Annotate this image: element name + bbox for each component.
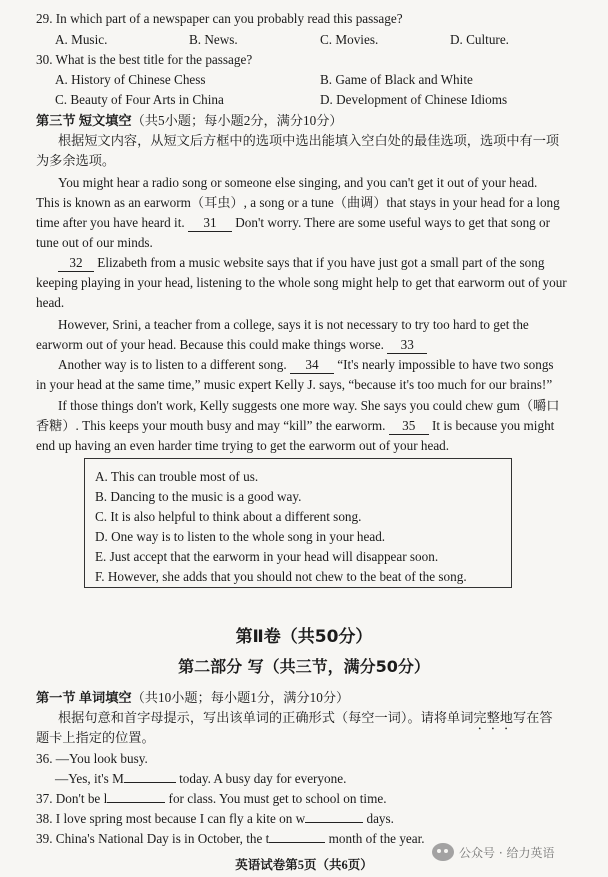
box-option-b: B. Dancing to the music is a good way.	[95, 489, 302, 504]
box-option-e: E. Just accept that the earworm in your head will disappear soon.	[95, 549, 439, 564]
options-box	[84, 458, 512, 588]
q38-blank[interactable]	[305, 822, 363, 823]
section3-instruction-1: 根据短文内容，从短文后方框中的选项中选出能填入空白处的最佳选项，选项中有一项	[58, 133, 560, 148]
passage-line-13-rest: It is because you might	[432, 418, 555, 433]
section1-title: 第一节 单词填空	[36, 690, 132, 705]
q36-text-post: today. A busy day for everyone.	[179, 771, 347, 786]
volume-title: 第Ⅱ卷（共50分）	[235, 627, 373, 647]
watermark-text: 公众号 · 给力英语	[459, 845, 555, 860]
q37-text-post: for class. You must get to school on time.	[168, 791, 387, 806]
q30-option-a: A. History of Chinese Chess	[55, 72, 206, 87]
q38-text-post: days.	[366, 811, 394, 826]
q30-stem: 30. What is the best title for the passage?	[36, 52, 253, 67]
section1-instruction-2: 题卡上指定的位置。	[36, 730, 155, 745]
q30-option-c: C. Beauty of Four Arts in China	[55, 92, 224, 107]
passage-line-2: This is known as an earworm（耳虫）, a song or a tune（曲调）that stays in your head for a long	[36, 195, 560, 210]
blank-31[interactable]: 31	[188, 214, 232, 232]
passage-line-12: If those things don't work, Kelly suggests one more way. She says you could chew gum（嚼口	[58, 398, 560, 413]
section1-instruction-emphasis: 完整地	[473, 710, 513, 725]
blank-32[interactable]: 32	[58, 254, 94, 272]
part2-title: 第二部分 写（共三节，满分50分）	[178, 657, 430, 676]
q38-text-pre: 38. I love spring most because I can fly a kite on w	[36, 811, 306, 826]
wechat-icon	[432, 843, 454, 861]
q39-text-pre: 39. China's National Day is in October, the t	[36, 831, 270, 846]
q37-text-pre: 37. Don't be l	[36, 791, 108, 806]
passage-line-1: You might hear a radio song or someone else singing, and you can't get it out of your head.	[58, 175, 538, 190]
passage-line-8: However, Srini, a teacher from a college, says it is not necessary to try too hard to get the	[58, 317, 529, 332]
q29-option-c: C. Movies.	[320, 32, 379, 47]
q38-line	[36, 810, 394, 827]
passage-line-14: end up having an even harder time trying to get the earworm out of your head.	[36, 438, 450, 453]
q39-blank[interactable]	[269, 842, 325, 843]
blank-34[interactable]: 34	[290, 356, 334, 374]
watermark	[432, 843, 554, 861]
passage-line-10-rest: “It's nearly impossible to have two songs	[337, 357, 554, 372]
passage-line-13	[36, 417, 554, 435]
passage-line-10	[58, 356, 554, 374]
q30-option-b: B. Game of Black and White	[320, 72, 473, 87]
page-footer: 英语试卷第5页（共6页）	[235, 858, 373, 872]
passage-line-5-text: Elizabeth from a music website says that if you have just got a small part of the song	[97, 255, 545, 270]
q30-option-d: D. Development of Chinese Idioms	[320, 92, 508, 107]
blank-35[interactable]: 35	[389, 417, 429, 435]
q36-blank[interactable]	[124, 782, 176, 783]
passage-line-7: head.	[36, 295, 65, 310]
section3-title: 第三节 短文填空	[36, 113, 132, 128]
q29-stem: 29. In which part of a newspaper can you probably read this passage?	[36, 11, 403, 26]
section3-heading	[36, 112, 343, 129]
passage-line-9	[36, 336, 427, 354]
q36-text-pre: —Yes, it's M	[55, 771, 124, 786]
section3-meta: （共5小题；每小题2分，满分10分）	[131, 113, 343, 128]
box-option-a: A. This can trouble most of us.	[95, 469, 259, 484]
q37-line	[36, 790, 387, 807]
q39-text-post: month of the year.	[328, 831, 425, 846]
box-option-f: F. However, she adds that you should not chew to the beat of the song.	[95, 569, 467, 584]
q36-line-2	[55, 770, 346, 787]
section1-instruction-1a: 根据句意和首字母提示，写出该单词的正确形式（每空一词）。请将单词	[58, 710, 474, 725]
passage-line-5	[58, 254, 544, 272]
passage-line-6: keeping playing in your head, listening to the whole song might help to get that earworm out of your	[36, 275, 567, 290]
box-option-d: D. One way is to listen to the whole song in your head.	[95, 529, 386, 544]
passage-line-10-text: Another way is to listen to a different song.	[58, 357, 287, 372]
section1-meta: （共10小题；每小题1分，满分10分）	[131, 690, 350, 705]
passage-line-9-text: earworm out of your head. Because this could make things worse.	[36, 337, 384, 352]
q39-line	[36, 830, 425, 847]
passage-line-11: in your head at the same time,” music expert Kelly J. says, “because it's too much for our brains!”	[36, 377, 553, 392]
q37-blank[interactable]	[107, 802, 165, 803]
q29-option-b: B. News.	[189, 32, 238, 47]
q36-line-1: 36. —You look busy.	[36, 751, 148, 766]
section3-instruction-2: 为多余选项。	[36, 153, 116, 168]
passage-line-13-text: 香糖）. This keeps your mouth busy and may “kill” the earworm.	[36, 418, 386, 433]
passage-line-4: tune out of our minds.	[36, 235, 153, 250]
passage-line-3-rest: Don't worry. There are some useful ways to get that song or	[235, 215, 551, 230]
q29-option-d: D. Culture.	[450, 32, 509, 47]
passage-line-3-text: time after you have heard it.	[36, 215, 185, 230]
passage-line-3	[36, 214, 550, 232]
section1-heading	[36, 689, 349, 706]
box-option-c: C. It is also helpful to think about a different song.	[95, 509, 362, 524]
section1-instruction-1b: 写在答	[512, 710, 553, 725]
q29-option-a: A. Music.	[55, 32, 108, 47]
blank-33[interactable]: 33	[387, 336, 427, 354]
